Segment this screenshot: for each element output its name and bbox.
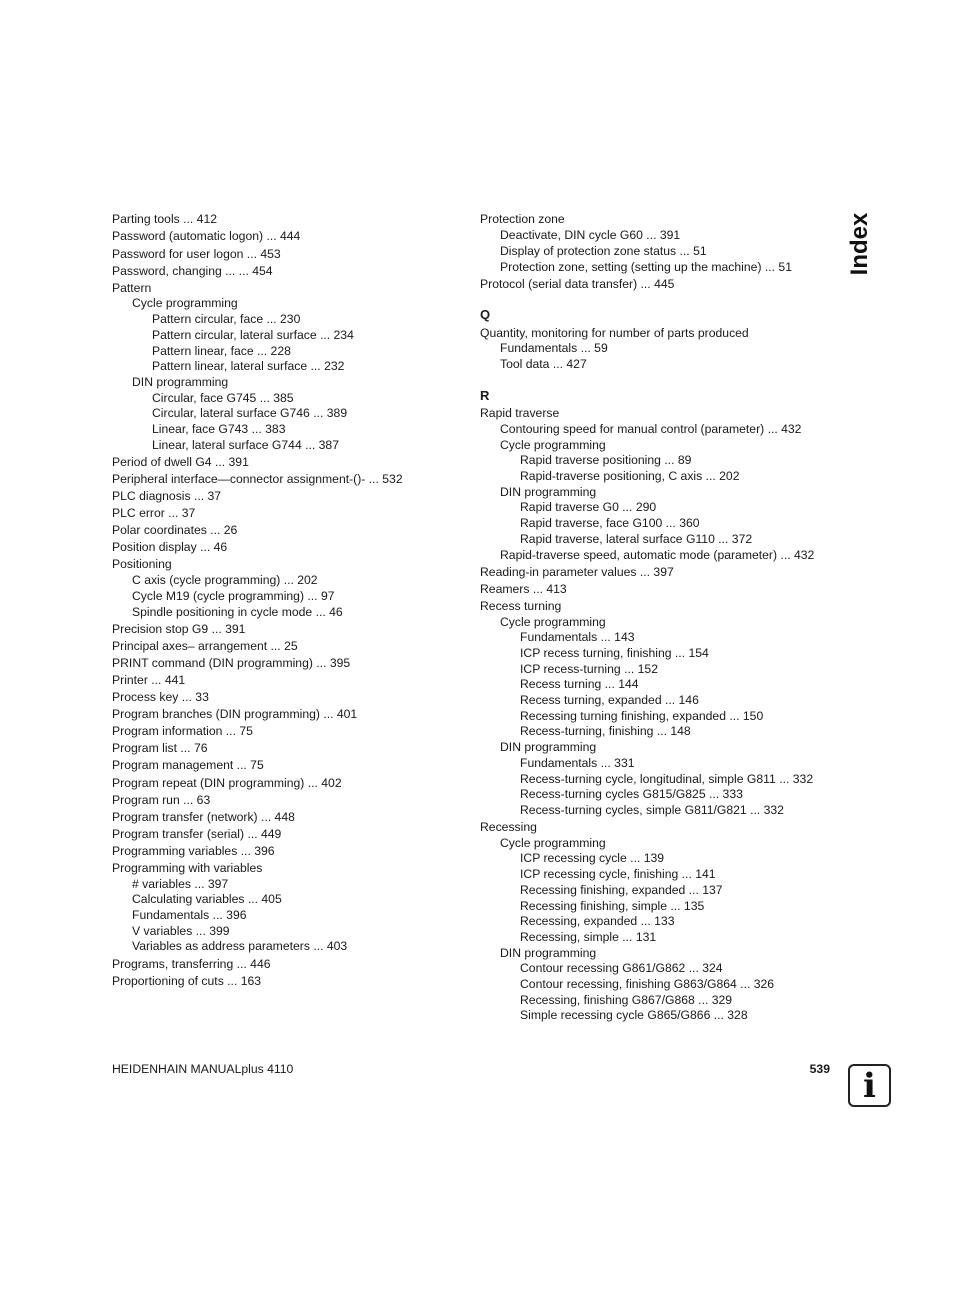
index-column-left [112, 211, 462, 989]
index-entry: Password, changing ... ... 454 [112, 263, 273, 278]
index-subentry: Cycle programming [132, 296, 238, 311]
index-subentry: Cycle programming [500, 835, 606, 850]
index-entry: Precision stop G9 ... 391 [112, 621, 246, 636]
index-subentry: Pattern linear, face ... 228 [152, 343, 291, 358]
index-subentry: Contour recessing G861/G862 ... 324 [520, 961, 723, 976]
index-entry: Program transfer (serial) ... 449 [112, 826, 282, 841]
index-entry: Principal axes– arrangement ... 25 [112, 638, 298, 653]
index-subentry: DIN programming [132, 374, 229, 389]
index-subentry: Recessing turning finishing, expanded ... 150 [520, 708, 764, 723]
index-entry: Protocol (serial data transfer) ... 445 [480, 276, 675, 291]
index-entry: Recessing [480, 820, 537, 835]
index-subentry: Recess-turning cycles G815/G825 ... 333 [520, 787, 743, 802]
index-entry: Proportioning of cuts ... 163 [112, 973, 262, 988]
index-entry: Rapid traverse [480, 406, 560, 421]
index-subentry: Recess-turning, finishing ... 148 [520, 724, 691, 739]
index-entry: Programming with variables [112, 860, 263, 875]
index-entry: Process key ... 33 [112, 690, 209, 705]
index-entry: Program branches (DIN programming) ... 401 [112, 707, 358, 722]
info-icon: i [848, 1064, 891, 1107]
index-entry: Reading-in parameter values ... 397 [480, 564, 674, 579]
index-entry: Parting tools ... 412 [112, 212, 218, 227]
index-subentry: C axis (cycle programming) ... 202 [132, 573, 318, 588]
index-subentry: Pattern linear, lateral surface ... 232 [152, 359, 345, 374]
index-subentry: Rapid traverse, face G100 ... 360 [520, 516, 700, 531]
index-entry: Program run ... 63 [112, 792, 211, 807]
section-title: Index [846, 212, 873, 276]
index-subentry: Display of protection zone status ... 51 [500, 243, 707, 258]
index-subentry: Tool data ... 427 [500, 357, 587, 372]
index-subentry: Fundamentals ... 331 [520, 755, 635, 770]
index-subentry: Calculating variables ... 405 [132, 892, 282, 907]
index-subentry: Cycle programming [500, 614, 606, 629]
index-subentry: Spindle positioning in cycle mode ... 46 [132, 604, 343, 619]
index-entry: PRINT command (DIN programming) ... 395 [112, 655, 351, 670]
section-title-tab [845, 212, 875, 276]
index-subentry: Recessing finishing, expanded ... 137 [520, 882, 723, 897]
index-subentry: Recessing finishing, simple ... 135 [520, 898, 705, 913]
index-entry: Peripheral interface—connector assignment-()- ... 532 [112, 471, 403, 486]
index-letter-heading: Q [480, 307, 491, 323]
index-entry: Program information ... 75 [112, 724, 253, 739]
index-subentry: Recess-turning cycles, simple G811/G821 ... 332 [520, 802, 784, 817]
index-subentry: Recess-turning cycle, longitudinal, simple G811 ... 332 [520, 771, 814, 786]
index-letter-heading: R [480, 387, 490, 403]
index-subentry: DIN programming [500, 945, 597, 960]
index-subentry: Pattern circular, lateral surface ... 234 [152, 327, 354, 342]
index-entry: PLC error ... 37 [112, 506, 196, 521]
footer-publication: HEIDENHAIN MANUALplus 4110 [112, 1062, 294, 1076]
index-subentry: Recessing, expanded ... 133 [520, 914, 675, 929]
index-entry: Quantity, monitoring for number of parts produced [480, 325, 749, 340]
index-subentry: Linear, face G743 ... 383 [152, 422, 286, 437]
index-subentry: Recessing, simple ... 131 [520, 929, 657, 944]
index-subentry: Deactivate, DIN cycle G60 ... 391 [500, 228, 681, 243]
index-subentry: Rapid-traverse speed, automatic mode (parameter) ... 432 [500, 547, 815, 562]
index-entry: Positioning [112, 557, 172, 572]
index-subentry: Rapid-traverse positioning, C axis ... 202 [520, 469, 740, 483]
index-subentry: Fundamentals ... 396 [132, 908, 247, 923]
index-entry: Pattern [112, 280, 152, 295]
index-entry: Password for user logon ... 453 [112, 246, 281, 261]
index-entry: Program transfer (network) ... 448 [112, 809, 295, 824]
index-entry: PLC diagnosis ... 37 [112, 489, 222, 504]
index-subentry: Circular, lateral surface G746 ... 389 [152, 406, 348, 421]
index-subentry: Recess turning ... 144 [520, 677, 639, 692]
index-column-right [480, 211, 850, 1024]
index-entry: Recess turning [480, 598, 562, 613]
index-subentry: DIN programming [500, 484, 597, 499]
index-subentry: Simple recessing cycle G865/G866 ... 328 [520, 1008, 748, 1023]
index-subentry: Fundamentals ... 59 [500, 341, 608, 356]
index-subentry: Rapid traverse positioning ... 89 [520, 453, 692, 468]
index-entry: Reamers ... 413 [480, 581, 567, 596]
index-subentry: Cycle programming [500, 437, 606, 452]
index-entry: Polar coordinates ... 26 [112, 523, 238, 538]
index-subentry: Recess turning, expanded ... 146 [520, 693, 699, 708]
index-entry: Program repeat (DIN programming) ... 402 [112, 775, 342, 790]
index-subentry: ICP recessing cycle ... 139 [520, 851, 665, 866]
index-subentry: ICP recess turning, finishing ... 154 [520, 645, 709, 660]
index-subentry: Cycle M19 (cycle programming) ... 97 [132, 588, 335, 603]
index-subentry: # variables ... 397 [132, 876, 229, 891]
index-subentry: Linear, lateral surface G744 ... 387 [152, 437, 339, 452]
index-subentry: Pattern circular, face ... 230 [152, 312, 301, 327]
index-subentry: Circular, face G745 ... 385 [152, 390, 294, 405]
index-subentry: ICP recess-turning ... 152 [520, 661, 658, 676]
index-entry: Program management ... 75 [112, 758, 264, 773]
index-entry: Period of dwell G4 ... 391 [112, 454, 249, 469]
index-subentry: ICP recessing cycle, finishing ... 141 [520, 867, 716, 882]
index-subentry: Contouring speed for manual control (parameter) ... 432 [500, 421, 802, 436]
index-entry: Programming variables ... 396 [112, 843, 275, 858]
index-entry: Password (automatic logon) ... 444 [112, 229, 301, 244]
page-number: 539 [809, 1062, 830, 1076]
index-subentry: V variables ... 399 [132, 923, 230, 938]
index-subentry: Protection zone, setting (setting up the machine) ... 51 [500, 259, 792, 274]
index-subentry: Recessing, finishing G867/G868 ... 329 [520, 992, 733, 1007]
index-subentry: Rapid traverse G0 ... 290 [520, 500, 657, 515]
index-subentry: Fundamentals ... 143 [520, 630, 635, 645]
index-entry: Protection zone [480, 212, 565, 227]
index-subentry: DIN programming [500, 740, 597, 755]
index-entry: Programs, transferring ... 446 [112, 956, 271, 971]
index-entry: Program list ... 76 [112, 741, 208, 756]
index-subentry: Contour recessing, finishing G863/G864 ... 326 [520, 977, 775, 992]
index-entry: Position display ... 46 [112, 540, 228, 555]
index-subentry: Rapid traverse, lateral surface G110 ... 372 [520, 531, 753, 546]
index-subentry: Variables as address parameters ... 403 [132, 939, 348, 954]
index-entry: Printer ... 441 [112, 672, 186, 687]
